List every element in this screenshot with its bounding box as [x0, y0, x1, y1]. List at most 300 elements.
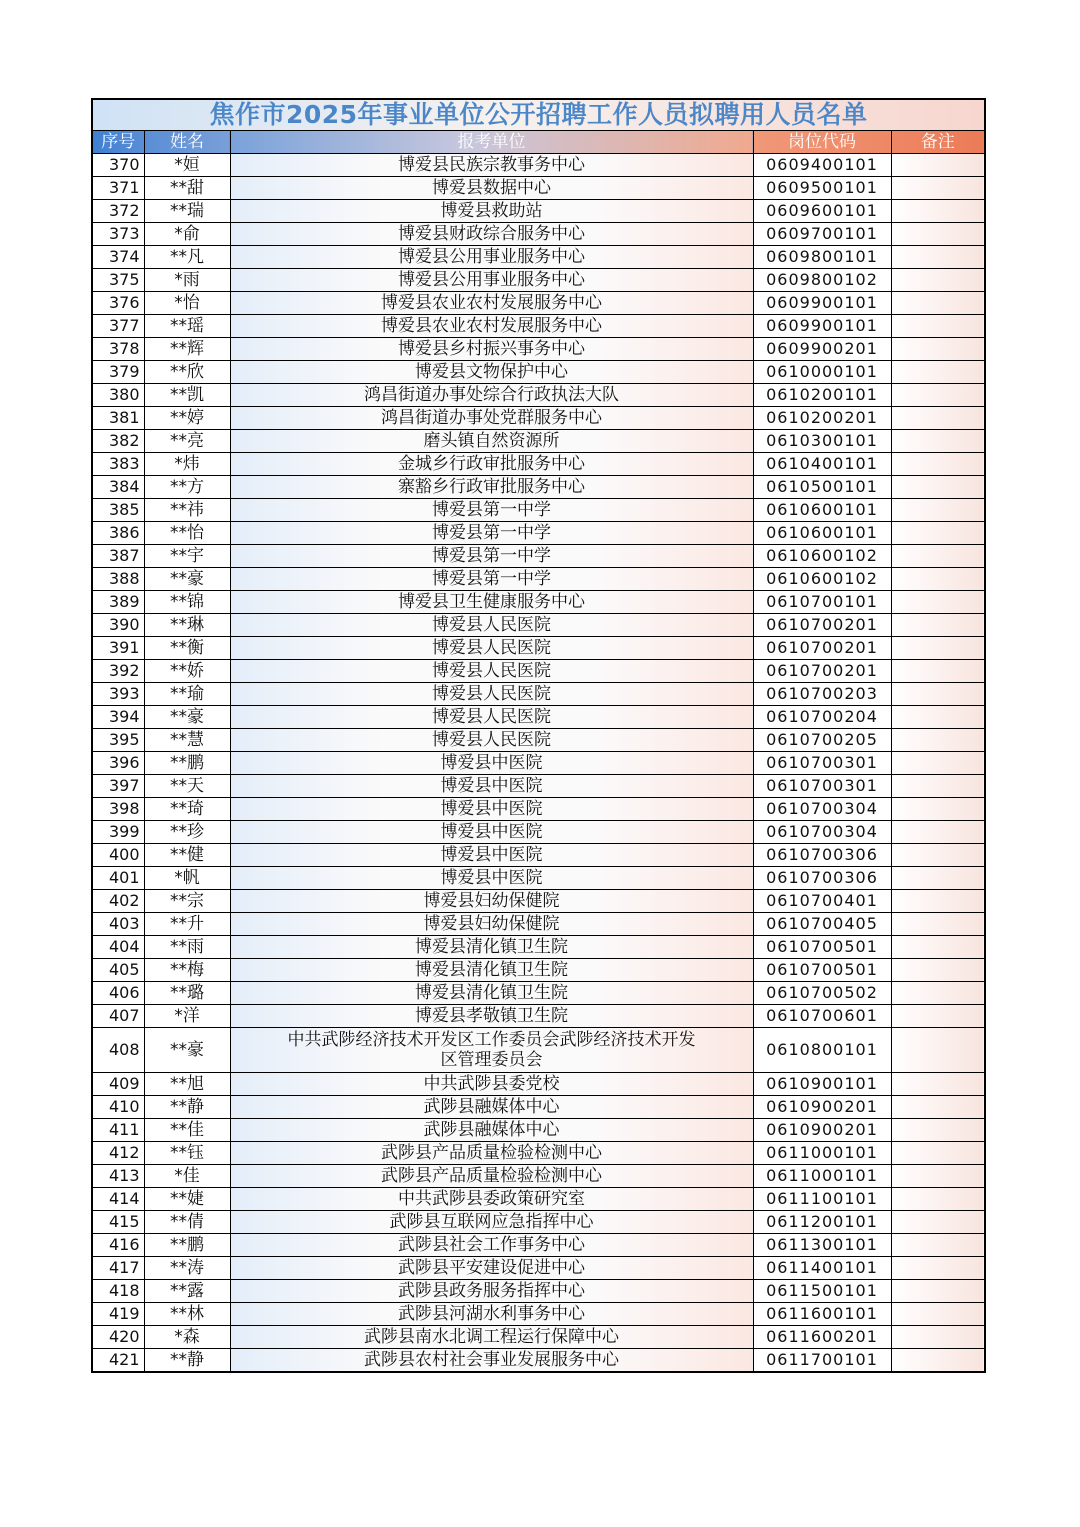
row-serial-number: 380	[92, 384, 144, 407]
row-name: **雨	[144, 936, 230, 959]
row-applied-unit: 博爱县人民医院	[230, 683, 753, 706]
row-applied-unit: 博爱县文物保护中心	[230, 361, 753, 384]
row-serial-number: 386	[92, 522, 144, 545]
row-serial-number: 404	[92, 936, 144, 959]
row-position-code: 0610900201	[753, 1096, 891, 1119]
row-name: **瑶	[144, 315, 230, 338]
row-serial-number: 405	[92, 959, 144, 982]
row-name: **豪	[144, 706, 230, 729]
row-remarks	[891, 867, 985, 890]
row-position-code: 0611600201	[753, 1326, 891, 1349]
row-applied-unit: 鸿昌街道办事处党群服务中心	[230, 407, 753, 430]
table-row	[92, 959, 985, 982]
table-row	[92, 315, 985, 338]
table-row	[92, 752, 985, 775]
row-position-code: 0611400101	[753, 1257, 891, 1280]
row-remarks	[891, 1326, 985, 1349]
row-applied-unit: 武陟县产品质量检验检测中心	[230, 1165, 753, 1188]
row-position-code: 0610700201	[753, 637, 891, 660]
row-name: **梅	[144, 959, 230, 982]
hiring-list-table	[91, 98, 986, 1373]
row-applied-unit: 博爱县农业农村发展服务中心	[230, 292, 753, 315]
row-remarks	[891, 1188, 985, 1211]
row-serial-number: 398	[92, 798, 144, 821]
row-position-code: 0611600101	[753, 1303, 891, 1326]
table-row	[92, 660, 985, 683]
row-name: *俞	[144, 223, 230, 246]
row-remarks	[891, 1349, 985, 1373]
header-serial-number: 序号	[92, 131, 144, 154]
row-serial-number: 410	[92, 1096, 144, 1119]
table-row	[92, 798, 985, 821]
row-remarks	[891, 1142, 985, 1165]
row-name: **锦	[144, 591, 230, 614]
row-position-code: 0609900201	[753, 338, 891, 361]
row-position-code: 0610900101	[753, 1073, 891, 1096]
row-applied-unit: 武陟县政务服务指挥中心	[230, 1280, 753, 1303]
row-serial-number: 412	[92, 1142, 144, 1165]
row-remarks	[891, 936, 985, 959]
row-name: *雨	[144, 269, 230, 292]
row-name: **亮	[144, 430, 230, 453]
row-position-code: 0609700101	[753, 223, 891, 246]
row-position-code: 0611100101	[753, 1188, 891, 1211]
row-serial-number: 406	[92, 982, 144, 1005]
row-serial-number: 391	[92, 637, 144, 660]
table-row	[92, 867, 985, 890]
row-position-code: 0609800101	[753, 246, 891, 269]
row-position-code: 0611300101	[753, 1234, 891, 1257]
table-row	[92, 568, 985, 591]
row-remarks	[891, 890, 985, 913]
table-row	[92, 269, 985, 292]
row-applied-unit: 武陟县南水北调工程运行保障中心	[230, 1326, 753, 1349]
row-name: **宗	[144, 890, 230, 913]
row-applied-unit: 博爱县公用事业服务中心	[230, 246, 753, 269]
table-row	[92, 223, 985, 246]
table-row	[92, 292, 985, 315]
row-remarks	[891, 637, 985, 660]
row-name: **娇	[144, 660, 230, 683]
table-row	[92, 1073, 985, 1096]
row-applied-unit: 武陟县产品质量检验检测中心	[230, 1142, 753, 1165]
row-remarks	[891, 499, 985, 522]
row-name: **健	[144, 844, 230, 867]
row-name: **瑜	[144, 683, 230, 706]
row-remarks	[891, 591, 985, 614]
page-title: 焦作市2025年事业单位公开招聘工作人员拟聘用人员名单	[92, 99, 985, 131]
table-row	[92, 1096, 985, 1119]
row-serial-number: 411	[92, 1119, 144, 1142]
table-row	[92, 545, 985, 568]
table-row	[92, 844, 985, 867]
row-applied-unit: 博爱县妇幼保健院	[230, 913, 753, 936]
table-row	[92, 683, 985, 706]
row-serial-number: 420	[92, 1326, 144, 1349]
row-name: **珍	[144, 821, 230, 844]
row-remarks	[891, 292, 985, 315]
row-name: *帆	[144, 867, 230, 890]
row-remarks	[891, 453, 985, 476]
table-row	[92, 1119, 985, 1142]
row-remarks	[891, 959, 985, 982]
table-row	[92, 1280, 985, 1303]
table-row	[92, 706, 985, 729]
row-remarks	[891, 752, 985, 775]
row-name: **升	[144, 913, 230, 936]
row-remarks	[891, 545, 985, 568]
table-row	[92, 821, 985, 844]
row-position-code: 0610000101	[753, 361, 891, 384]
row-applied-unit: 博爱县中医院	[230, 844, 753, 867]
row-serial-number: 394	[92, 706, 144, 729]
table-row	[92, 177, 985, 200]
row-remarks	[891, 361, 985, 384]
row-remarks	[891, 660, 985, 683]
row-position-code: 0609800102	[753, 269, 891, 292]
row-name: **涛	[144, 1257, 230, 1280]
table-row	[92, 913, 985, 936]
row-name: **倩	[144, 1211, 230, 1234]
row-position-code: 0610700203	[753, 683, 891, 706]
row-applied-unit: 武陟县互联网应急指挥中心	[230, 1211, 753, 1234]
row-name: **琦	[144, 798, 230, 821]
table-row	[92, 1188, 985, 1211]
row-applied-unit: 博爱县救助站	[230, 200, 753, 223]
row-applied-unit: 博爱县农业农村发展服务中心	[230, 315, 753, 338]
row-name: *炜	[144, 453, 230, 476]
row-serial-number: 379	[92, 361, 144, 384]
row-remarks	[891, 1303, 985, 1326]
row-serial-number: 392	[92, 660, 144, 683]
row-position-code: 0610700502	[753, 982, 891, 1005]
row-serial-number: 419	[92, 1303, 144, 1326]
row-applied-unit: 中共武陟县委政策研究室	[230, 1188, 753, 1211]
table-row	[92, 982, 985, 1005]
row-applied-unit: 武陟县河湖水利事务中心	[230, 1303, 753, 1326]
row-applied-unit: 中共武陟经济技术开发区工作委员会武陟经济技术开发 区管理委员会	[230, 1028, 753, 1073]
row-applied-unit: 博爱县公用事业服务中心	[230, 269, 753, 292]
table-row	[92, 154, 985, 177]
row-applied-unit: 武陟县农村社会事业发展服务中心	[230, 1349, 753, 1373]
row-position-code: 0610200101	[753, 384, 891, 407]
row-remarks	[891, 1005, 985, 1028]
table-row	[92, 430, 985, 453]
row-name: **辉	[144, 338, 230, 361]
table-row	[92, 1326, 985, 1349]
row-applied-unit: 博爱县人民医院	[230, 614, 753, 637]
row-remarks	[891, 269, 985, 292]
row-applied-unit: 博爱县民族宗教事务中心	[230, 154, 753, 177]
row-position-code: 0610600102	[753, 545, 891, 568]
row-position-code: 0610900201	[753, 1119, 891, 1142]
row-position-code: 0610700304	[753, 821, 891, 844]
row-applied-unit: 博爱县孝敬镇卫生院	[230, 1005, 753, 1028]
table-row	[92, 407, 985, 430]
row-serial-number: 403	[92, 913, 144, 936]
row-applied-unit: 博爱县中医院	[230, 798, 753, 821]
row-remarks	[891, 223, 985, 246]
table-header-row	[92, 131, 985, 154]
table-row	[92, 1257, 985, 1280]
row-applied-unit: 武陟县融媒体中心	[230, 1096, 753, 1119]
row-name: *怡	[144, 292, 230, 315]
row-serial-number: 401	[92, 867, 144, 890]
row-applied-unit: 武陟县平安建设促进中心	[230, 1257, 753, 1280]
row-serial-number: 408	[92, 1028, 144, 1073]
row-name: **甜	[144, 177, 230, 200]
row-applied-unit: 博爱县数据中心	[230, 177, 753, 200]
row-serial-number: 372	[92, 200, 144, 223]
row-position-code: 0610700501	[753, 936, 891, 959]
row-name: **佳	[144, 1119, 230, 1142]
row-remarks	[891, 798, 985, 821]
header-name: 姓名	[144, 131, 230, 154]
row-remarks	[891, 246, 985, 269]
row-applied-unit: 博爱县财政综合服务中心	[230, 223, 753, 246]
row-position-code: 0610700601	[753, 1005, 891, 1028]
row-position-code: 0610600102	[753, 568, 891, 591]
table-row	[92, 936, 985, 959]
row-applied-unit: 金城乡行政审批服务中心	[230, 453, 753, 476]
row-position-code: 0610700306	[753, 844, 891, 867]
row-name: *佳	[144, 1165, 230, 1188]
row-serial-number: 384	[92, 476, 144, 499]
row-position-code: 0610800101	[753, 1028, 891, 1073]
row-applied-unit: 磨头镇自然资源所	[230, 430, 753, 453]
table-row	[92, 200, 985, 223]
row-name: **璐	[144, 982, 230, 1005]
row-name: **衡	[144, 637, 230, 660]
row-position-code: 0610700301	[753, 775, 891, 798]
row-serial-number: 400	[92, 844, 144, 867]
row-name: **鹏	[144, 752, 230, 775]
row-serial-number: 381	[92, 407, 144, 430]
row-remarks	[891, 1234, 985, 1257]
row-remarks	[891, 1211, 985, 1234]
row-applied-unit: 中共武陟县委党校	[230, 1073, 753, 1096]
row-serial-number: 413	[92, 1165, 144, 1188]
row-serial-number: 371	[92, 177, 144, 200]
row-serial-number: 415	[92, 1211, 144, 1234]
row-serial-number: 387	[92, 545, 144, 568]
row-name: **豪	[144, 568, 230, 591]
row-applied-unit: 博爱县卫生健康服务中心	[230, 591, 753, 614]
row-name: *森	[144, 1326, 230, 1349]
row-name: **婷	[144, 407, 230, 430]
row-serial-number: 377	[92, 315, 144, 338]
row-position-code: 0611000101	[753, 1165, 891, 1188]
row-remarks	[891, 729, 985, 752]
row-applied-unit: 寨豁乡行政审批服务中心	[230, 476, 753, 499]
table-row	[92, 1142, 985, 1165]
row-name: **琳	[144, 614, 230, 637]
row-name: **静	[144, 1096, 230, 1119]
row-serial-number: 407	[92, 1005, 144, 1028]
table-row	[92, 591, 985, 614]
row-applied-unit: 博爱县中医院	[230, 821, 753, 844]
row-name: **旭	[144, 1073, 230, 1096]
table-row	[92, 499, 985, 522]
row-name: **豪	[144, 1028, 230, 1073]
table-row	[92, 338, 985, 361]
row-name: **怡	[144, 522, 230, 545]
table-row	[92, 1349, 985, 1373]
row-position-code: 0610600101	[753, 499, 891, 522]
row-name: **欣	[144, 361, 230, 384]
row-name: **天	[144, 775, 230, 798]
row-applied-unit: 博爱县人民医院	[230, 637, 753, 660]
table-row	[92, 637, 985, 660]
row-position-code: 0609900101	[753, 315, 891, 338]
row-serial-number: 395	[92, 729, 144, 752]
row-serial-number: 397	[92, 775, 144, 798]
row-position-code: 0610700301	[753, 752, 891, 775]
row-serial-number: 414	[92, 1188, 144, 1211]
row-position-code: 0610700501	[753, 959, 891, 982]
row-name: **林	[144, 1303, 230, 1326]
row-serial-number: 418	[92, 1280, 144, 1303]
row-applied-unit: 博爱县中医院	[230, 867, 753, 890]
row-remarks	[891, 1073, 985, 1096]
row-serial-number: 388	[92, 568, 144, 591]
row-serial-number: 385	[92, 499, 144, 522]
header-position-code: 岗位代码	[753, 131, 891, 154]
row-name: **方	[144, 476, 230, 499]
row-remarks	[891, 200, 985, 223]
row-position-code: 0611700101	[753, 1349, 891, 1373]
row-name: **宇	[144, 545, 230, 568]
table-row	[92, 729, 985, 752]
row-remarks	[891, 1119, 985, 1142]
row-position-code: 0610700304	[753, 798, 891, 821]
row-applied-unit: 博爱县清化镇卫生院	[230, 936, 753, 959]
table-body	[92, 154, 985, 1373]
table-row	[92, 522, 985, 545]
row-name: **静	[144, 1349, 230, 1373]
row-serial-number: 383	[92, 453, 144, 476]
row-applied-unit: 博爱县中医院	[230, 775, 753, 798]
table-row	[92, 384, 985, 407]
row-remarks	[891, 1165, 985, 1188]
row-remarks	[891, 913, 985, 936]
row-remarks	[891, 476, 985, 499]
row-position-code: 0610700405	[753, 913, 891, 936]
row-position-code: 0611500101	[753, 1280, 891, 1303]
row-serial-number: 375	[92, 269, 144, 292]
row-serial-number: 393	[92, 683, 144, 706]
row-name: **钰	[144, 1142, 230, 1165]
row-position-code: 0610700306	[753, 867, 891, 890]
row-serial-number: 376	[92, 292, 144, 315]
row-serial-number: 370	[92, 154, 144, 177]
row-applied-unit: 武陟县融媒体中心	[230, 1119, 753, 1142]
row-serial-number: 373	[92, 223, 144, 246]
row-remarks	[891, 614, 985, 637]
row-applied-unit: 博爱县第一中学	[230, 568, 753, 591]
row-remarks	[891, 338, 985, 361]
row-name: **露	[144, 1280, 230, 1303]
row-remarks	[891, 177, 985, 200]
row-applied-unit: 鸿昌街道办事处综合行政执法大队	[230, 384, 753, 407]
table-row	[92, 614, 985, 637]
row-position-code: 0611200101	[753, 1211, 891, 1234]
row-applied-unit: 武陟县社会工作事务中心	[230, 1234, 753, 1257]
row-position-code: 0610700204	[753, 706, 891, 729]
table-row	[92, 1234, 985, 1257]
row-position-code: 0610700201	[753, 614, 891, 637]
row-serial-number: 409	[92, 1073, 144, 1096]
row-serial-number: 421	[92, 1349, 144, 1373]
row-remarks	[891, 821, 985, 844]
row-remarks	[891, 1280, 985, 1303]
row-applied-unit: 博爱县第一中学	[230, 522, 753, 545]
table-row	[92, 361, 985, 384]
table-row	[92, 775, 985, 798]
row-remarks	[891, 982, 985, 1005]
row-applied-unit: 博爱县第一中学	[230, 499, 753, 522]
row-position-code: 0610400101	[753, 453, 891, 476]
row-name: **祎	[144, 499, 230, 522]
table-row	[92, 890, 985, 913]
row-serial-number: 396	[92, 752, 144, 775]
row-remarks	[891, 384, 985, 407]
row-position-code: 0610700101	[753, 591, 891, 614]
row-remarks	[891, 154, 985, 177]
row-position-code: 0610300101	[753, 430, 891, 453]
row-name: *姮	[144, 154, 230, 177]
row-remarks	[891, 522, 985, 545]
row-position-code: 0610200201	[753, 407, 891, 430]
row-position-code: 0610500101	[753, 476, 891, 499]
table-row	[92, 1303, 985, 1326]
row-serial-number: 389	[92, 591, 144, 614]
header-applied-unit: 报考单位	[230, 131, 753, 154]
row-serial-number: 382	[92, 430, 144, 453]
row-position-code: 0609900101	[753, 292, 891, 315]
row-applied-unit: 博爱县人民医院	[230, 660, 753, 683]
row-position-code: 0609600101	[753, 200, 891, 223]
table-row	[92, 453, 985, 476]
table-row	[92, 246, 985, 269]
table-row	[92, 476, 985, 499]
row-name: *洋	[144, 1005, 230, 1028]
header-remarks: 备注	[891, 131, 985, 154]
row-applied-unit: 博爱县清化镇卫生院	[230, 982, 753, 1005]
row-applied-unit: 博爱县人民医院	[230, 729, 753, 752]
table-row	[92, 1028, 985, 1073]
row-applied-unit: 博爱县清化镇卫生院	[230, 959, 753, 982]
row-remarks	[891, 315, 985, 338]
row-position-code: 0610600101	[753, 522, 891, 545]
table-row	[92, 1211, 985, 1234]
row-remarks	[891, 1257, 985, 1280]
row-remarks	[891, 430, 985, 453]
row-applied-unit: 博爱县妇幼保健院	[230, 890, 753, 913]
table-row	[92, 1165, 985, 1188]
row-position-code: 0611000101	[753, 1142, 891, 1165]
row-serial-number: 390	[92, 614, 144, 637]
row-name: **凡	[144, 246, 230, 269]
row-remarks	[891, 407, 985, 430]
row-name: **瑞	[144, 200, 230, 223]
row-remarks	[891, 568, 985, 591]
row-serial-number: 417	[92, 1257, 144, 1280]
row-serial-number: 399	[92, 821, 144, 844]
row-remarks	[891, 1028, 985, 1073]
row-remarks	[891, 1096, 985, 1119]
row-serial-number: 378	[92, 338, 144, 361]
